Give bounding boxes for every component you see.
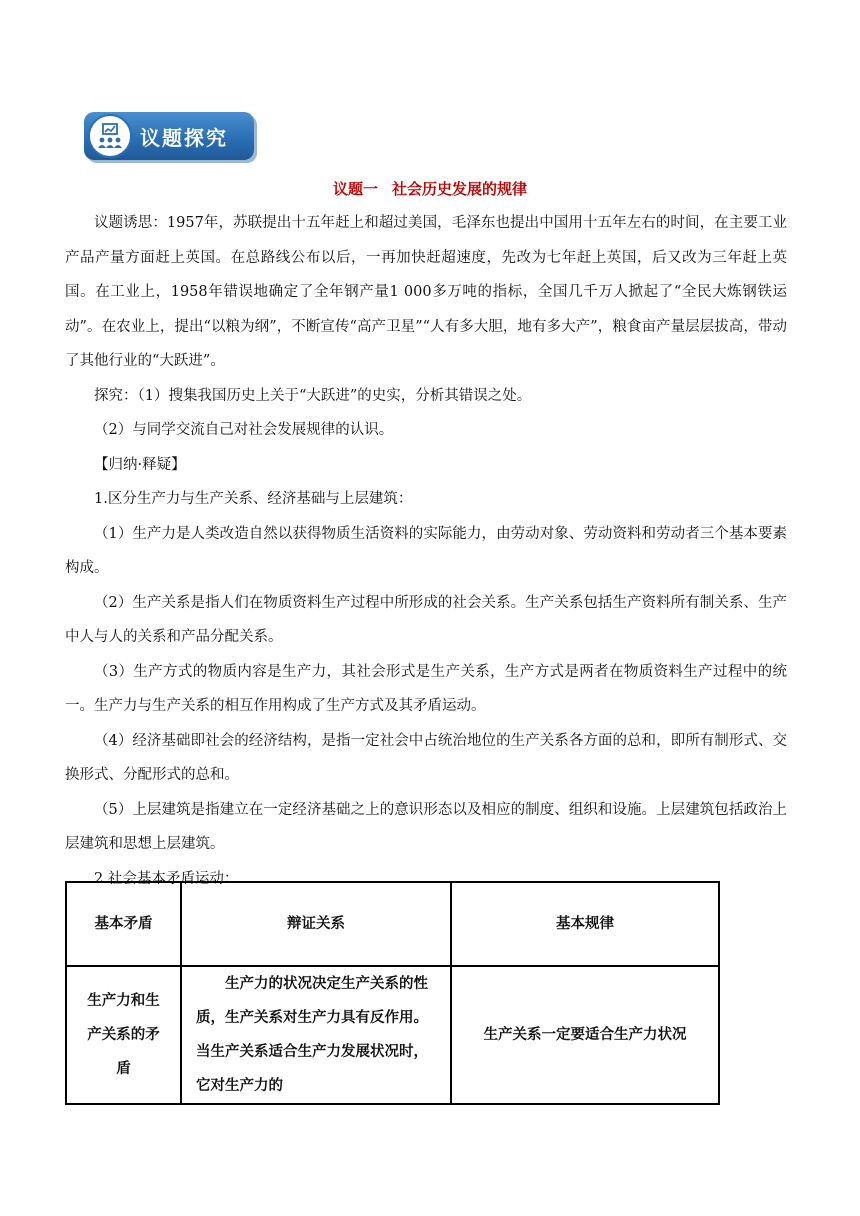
section-badge: [84, 112, 254, 160]
paragraph-point-1: 1.区分生产力与生产关系、经济基础与上层建筑：: [94, 491, 413, 507]
table-header-cell: 基本规律: [451, 882, 719, 966]
paragraph-point-1-4: （4）经济基础即社会的经济结构，是指一定社会中占统治地位的生产关系各方面的总和，即所有制形式、交换形式、分配形式的总和。: [65, 732, 787, 783]
paragraph-point-1-1: （1）生产力是人类改造自然以获得物质生活资料的实际能力，由劳动对象、劳动资料和劳动者三个基本要素构成。: [65, 525, 787, 576]
table-cell: 生产力和生产关系的矛盾: [66, 966, 181, 1104]
paragraph-summary-heading: 【归纳·释疑】: [94, 456, 186, 473]
contradiction-table: [65, 881, 720, 1105]
table-header-cell: 基本矛盾: [66, 882, 181, 966]
paragraph-explore-1: 探究：（1）搜集我国历史上关于“大跃进”的史实，分析其错误之处。: [94, 387, 532, 404]
topic-title: [0, 178, 860, 199]
table-header-row: [66, 882, 719, 966]
paragraph-point-2: 2.社会基本矛盾运动：: [94, 870, 239, 887]
paragraph-intro: 议题诱思：1957年，苏联提出十五年赶上和超过美国，毛泽东也提出中国用十五年左右的时间，在主要工业产品产量方面赶上英国。在总路线公布以后，一再加快赶超速度，先改为七年赶上英国，后又改为三年赶上英国。在工业上，1958年错误地确定了全年钢产量1 000多万吨的指标，全国几千万人掀起了“全民大炼钢铁运动”。在农业上，提出“以粮为纲”，不断宣传“高产卫星”“人有多大胆，地有多大产”，粮食亩产量层层拔高，带动了其他行业的“大跃进”。: [65, 215, 787, 369]
topic-title-text: 社会历史发展的规律: [392, 180, 528, 198]
presentation-audience-icon: [88, 114, 132, 158]
table-cell: 生产关系一定要适合生产力状况: [451, 966, 719, 1104]
topic-number: 议题一: [332, 180, 378, 198]
paragraph-explore-2: （2）与同学交流自己对社会发展规律的认识。: [94, 422, 394, 438]
paragraph-point-1-3: （3）生产方式的物质内容是生产力，其社会形式是生产关系，生产方式是两者在物质资料生产过程中的统一。生产力与生产关系的相互作用构成了生产方式及其矛盾运动。: [65, 663, 787, 714]
section-badge-label: 议题探究: [140, 125, 228, 150]
table-header-cell: 辩证关系: [181, 882, 451, 966]
table-cell: 生产力的状况决定生产关系的性质，生产关系对生产力具有反作用。当生产关系适合生产力发展状况时，它对生产力的: [181, 966, 451, 1104]
paragraph-point-1-2: （2）生产关系是指人们在物质资料生产过程中所形成的社会关系。生产关系包括生产资料所有制关系、生产中人与人的关系和产品分配关系。: [65, 594, 787, 645]
body-text: [65, 206, 787, 896]
paragraph-point-1-5: （5）上层建筑是指建立在一定经济基础之上的意识形态以及相应的制度、组织和设施。上层建筑包括政治上层建筑和思想上层建筑。: [65, 801, 787, 852]
table-row: [66, 966, 719, 1104]
